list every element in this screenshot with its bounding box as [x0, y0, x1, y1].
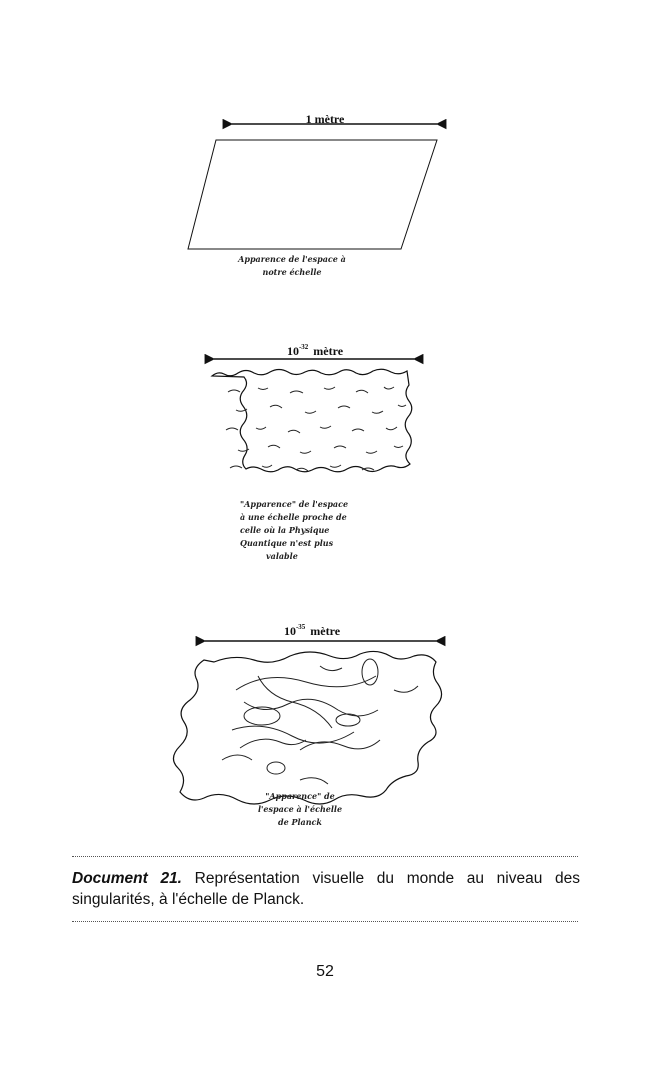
panel-3-planck-scale	[173, 641, 441, 804]
handwritten-line: notre échelle	[262, 267, 322, 277]
scale-base: 1	[305, 112, 312, 126]
scale-exponent: -32	[298, 343, 309, 351]
figure-caption	[72, 868, 580, 910]
scale-label	[306, 112, 345, 127]
scale-base: 10	[283, 624, 296, 638]
page-number: 52	[316, 963, 334, 980]
handwritten-note	[240, 498, 348, 563]
caption-label: Document 21.	[72, 870, 182, 887]
handwritten-line: l'espace à l'échelle	[257, 804, 343, 814]
scale-label	[287, 343, 343, 359]
handwritten-line: celle où la Physique	[240, 525, 330, 535]
caption-bottom-rule	[72, 921, 578, 922]
handwritten-note	[258, 790, 342, 829]
handwritten-note	[238, 253, 346, 279]
panel-2-quantum-foam	[212, 359, 414, 472]
tangled-texture	[222, 659, 418, 784]
panel-1-macroscopic	[188, 124, 437, 249]
handwritten-line: de Planck	[278, 817, 322, 827]
handwritten-line: Quantique n'est plus	[240, 538, 334, 548]
foam-outline	[212, 369, 412, 472]
scale-unit: mètre	[314, 112, 345, 126]
handwritten-line: Apparence de l'espace à	[238, 254, 346, 264]
foam-texture	[226, 387, 406, 471]
caption-text: Représentation visuelle du monde au niveau des singularités, à l'échelle de Planck.	[72, 870, 580, 908]
scale-unit: mètre	[313, 344, 344, 358]
scale-exponent: -35	[295, 623, 306, 631]
handwritten-line: valable	[266, 551, 298, 561]
scale-base: 10	[286, 344, 299, 358]
scale-unit: mètre	[310, 624, 341, 638]
handwritten-line: "Apparence" de	[265, 791, 335, 801]
scale-label	[284, 623, 340, 639]
tangled-outline	[173, 651, 441, 804]
handwritten-line: "Apparence" de l'espace	[240, 499, 349, 509]
caption-top-rule	[72, 856, 578, 857]
flat-space-parallelogram	[188, 140, 437, 249]
handwritten-line: à une échelle proche de	[240, 512, 347, 522]
